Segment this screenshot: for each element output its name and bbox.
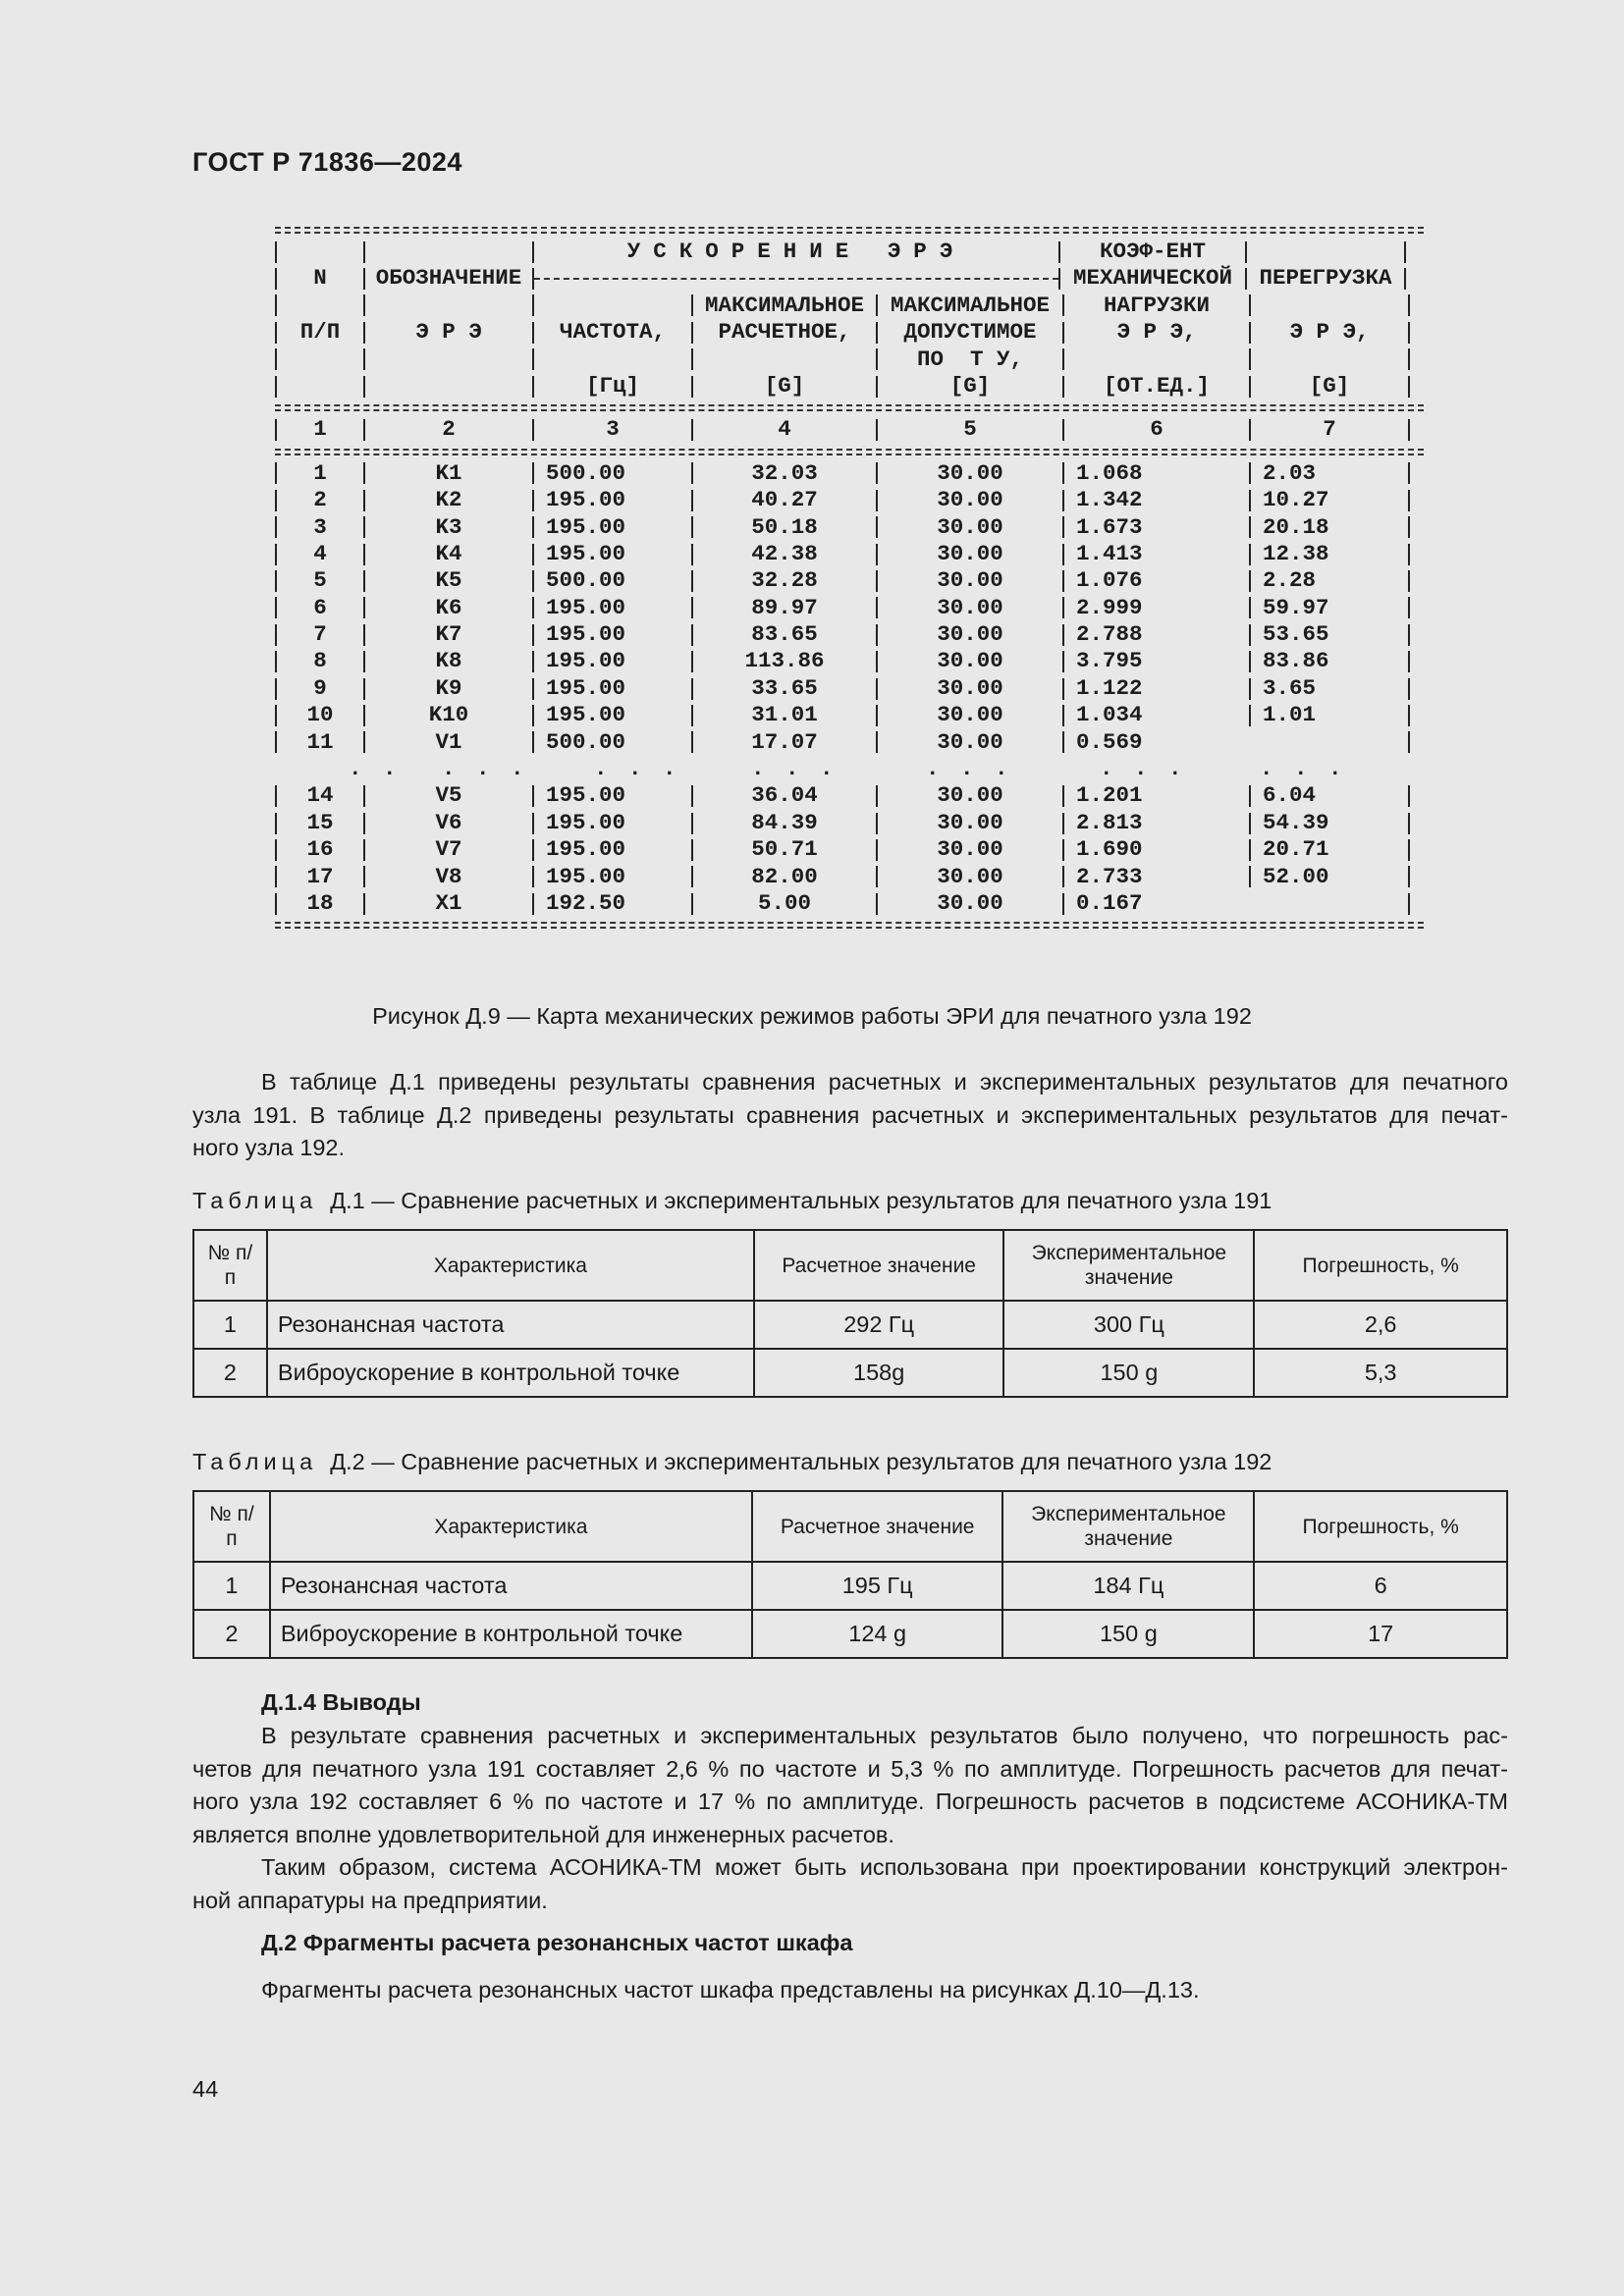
figure-cell: 195.00 bbox=[546, 540, 626, 566]
figure-cell: 1.342 bbox=[1076, 487, 1143, 513]
figure-cell: 7 bbox=[313, 621, 327, 648]
figure-cell: 83.65 bbox=[751, 621, 818, 648]
figure-cell: 0.569 bbox=[1076, 728, 1143, 755]
figure-cell: K8 bbox=[435, 648, 462, 674]
figure-cell: 195.00 bbox=[546, 594, 626, 620]
figure-cell: 14 bbox=[306, 782, 334, 809]
figure-data-row bbox=[275, 729, 1424, 756]
figure-cell: 30.00 bbox=[937, 459, 1003, 486]
figure-cell: 33.65 bbox=[751, 674, 818, 701]
figure-cell: 30.00 bbox=[937, 836, 1003, 863]
figure-cell: 195.00 bbox=[546, 863, 626, 889]
figure-cell: 6.04 bbox=[1263, 782, 1317, 809]
figure-cell: 195.00 bbox=[546, 702, 626, 728]
figure-cell: 5.00 bbox=[757, 889, 811, 916]
figure-cell: 4 bbox=[313, 540, 327, 566]
figure-cell: 84.39 bbox=[751, 809, 818, 835]
figure-cell: 30.00 bbox=[937, 513, 1003, 540]
figure-cell: 36.04 bbox=[751, 782, 818, 809]
figure-cell: 20.71 bbox=[1263, 836, 1329, 863]
figure-cell: V8 bbox=[435, 863, 462, 889]
figure-data-row bbox=[275, 595, 1424, 621]
figure-cell: 195.00 bbox=[546, 621, 626, 648]
figure-cell: 195.00 bbox=[546, 809, 626, 835]
figure-cell: 59.97 bbox=[1263, 594, 1329, 620]
figure-cell: 8 bbox=[313, 648, 327, 674]
figure-cell: 30.00 bbox=[937, 594, 1003, 620]
figure-cell: 195.00 bbox=[546, 782, 626, 809]
figure-data-row bbox=[275, 864, 1424, 890]
figure-cell: 18 bbox=[306, 889, 334, 916]
figure-cell: 15 bbox=[306, 809, 334, 835]
figure-cell: 30.00 bbox=[937, 889, 1003, 916]
figure-cell: 50.71 bbox=[751, 836, 818, 863]
table-row: 2 Виброускорение в контрольной точке 124 g 150 g 17 bbox=[193, 1610, 1507, 1658]
figure-cell: 500.00 bbox=[546, 459, 626, 486]
intro-paragraph: В таблице Д.1 приведены результаты сравнения расчетных и экспериментальных результатов для печатного узла 191. В таблице Д.2 приведены результаты сравнения расчетных и экспериментальных результатов для печат- ного узла 192. bbox=[192, 1069, 1508, 1160]
figure-cell: 2.813 bbox=[1076, 809, 1143, 835]
section-heading-d2: Д.2 Фрагменты расчета резонансных частот шкафа bbox=[261, 1930, 853, 1955]
figure-data-row bbox=[275, 514, 1424, 541]
figure-cell: 1.690 bbox=[1076, 836, 1143, 863]
accel-title: УСКОРЕНИЕ ЭРЭ bbox=[626, 239, 966, 264]
figure-cell: 192.50 bbox=[546, 889, 626, 916]
figure-cell: K10 bbox=[428, 702, 469, 728]
figure-cell: 3 bbox=[313, 513, 327, 540]
mechanical-modes-figure: УСКОРЕНИЕ ЭРЭ КОЭФ-ЕНТ N ОБОЗНАЧЕНИЕ МЕХАНИЧЕСКОЙ ПЕРЕГРУЗКА МАКСИМАЛЬНОЕ МАКСИМАЛЬНОЕ НАГРУЗКИ П/П Э Р Э ЧАСТОТА, РАСЧЕТНОЕ, ДОПУСТИМОЕ Э Р Э, Э Р Э, ПО Т У, [Гц] [G] [G] [ОТ.ЕД.] [G] 1 2 3 4 5 6 7 1 K1 500.00 32.03 30.00 1.068 2.03 2 K2 195.00 40.27 30.00 1.342 10.27 3 K3 195.00 50.18 30.00 1.673 20.18 4 K4 195.00 42.38 30.00 1.413 12.38 5 K5 500.00 32.28 30.00 1.076 2.28 6 K6 195.00 89.97 30.00 2.999 59.97 7 K7 195.00 83.65 30.00 2.788 53.65 8 K8 195.00 113.86 30.00 3.795 83.86 9 K9 195.00 33.65 30.00 1.122 3.65 10 K10 195.00 31.01 30.00 1.034 1.01 11 V1 500.00 17.07 30.00 0.569 . . . . . . . . . . . . . . . . . . . . 14 V5 195.00 36.04 30.00 1.201 6.04 15 V6 195.00 84.39 30.00 2.813 54.39 16 V7 195.00 50.71 30.00 1.690 20.71 17 V8 195.00 82.00 30.00 2.733 52.00 18 X1 192.50 5.00 30.00 0.167 bbox=[275, 222, 1424, 934]
figure-cell: 3.65 bbox=[1263, 674, 1317, 701]
column-numbers-row: 1 2 3 4 5 6 7 bbox=[275, 416, 1424, 443]
figure-cell: 195.00 bbox=[546, 648, 626, 674]
figure-cell: 10 bbox=[306, 702, 334, 728]
figure-cell: 195.00 bbox=[546, 487, 626, 513]
figure-cell: 2 bbox=[313, 487, 327, 513]
section-d2-text: Фрагменты расчета резонансных частот шкафа представлены на рисунках Д.10—Д.13. bbox=[261, 1977, 1200, 2002]
ellipsis-row: . . . . . . . . . . . . . . . . . . . . bbox=[349, 756, 1346, 782]
double-rule bbox=[275, 402, 1424, 413]
table2-caption: Таблица Д.2 — Сравнение расчетных и экспериментальных результатов для печатного узла 192 bbox=[192, 1449, 1272, 1474]
figure-cell: 2.788 bbox=[1076, 621, 1143, 648]
figure-cell: 32.03 bbox=[751, 459, 818, 486]
double-rule bbox=[275, 447, 1424, 457]
figure-cell: 6 bbox=[313, 594, 327, 620]
figure-data-row bbox=[275, 541, 1424, 567]
figure-cell: 42.38 bbox=[751, 540, 818, 566]
figure-cell: 1.413 bbox=[1076, 540, 1143, 566]
figure-cell: 30.00 bbox=[937, 728, 1003, 755]
figure-cell: 500.00 bbox=[546, 567, 626, 594]
figure-data-row bbox=[275, 567, 1424, 594]
figure-cell: 54.39 bbox=[1263, 809, 1329, 835]
figure-data-row bbox=[275, 702, 1424, 728]
double-rule bbox=[275, 225, 1424, 236]
figure-cell: 195.00 bbox=[546, 513, 626, 540]
table1 bbox=[192, 1229, 1508, 1398]
figure-cell: 89.97 bbox=[751, 594, 818, 620]
figure-data-row bbox=[275, 460, 1424, 487]
figure-cell: 500.00 bbox=[546, 728, 626, 755]
figure-cell: K9 bbox=[435, 674, 462, 701]
figure-data-row bbox=[275, 621, 1424, 648]
conclusions-paragraph-2: Таким образом, система АСОНИКА-ТМ может быть использована при проектировании конструкций электрон- ной аппаратуры на предприятии. bbox=[192, 1854, 1508, 1913]
section-heading-d14: Д.1.4 Выводы bbox=[261, 1689, 421, 1715]
figure-data-row bbox=[275, 487, 1424, 513]
figure-cell: 1.01 bbox=[1263, 702, 1317, 728]
figure-cell: K1 bbox=[435, 459, 462, 486]
figure-cell: 20.18 bbox=[1263, 513, 1329, 540]
figure-cell: 30.00 bbox=[937, 540, 1003, 566]
figure-cell: 0.167 bbox=[1076, 889, 1143, 916]
figure-data-row bbox=[275, 648, 1424, 674]
conclusions-paragraph-1: В результате сравнения расчетных и экспериментальных результатов было получено, что погрешность рас- четов для печатного узла 191 составляет 2,6 % по частоте и 5,3 % по амплитуде. Погрешность расчетов для печат- ного узла 192 составляет 6 % по частоте и 17 % по амплитуде. Погрешность расчетов в подсистеме АСОНИКА-ТМ является вполне удовлетворительной для инженерных расчетов. bbox=[192, 1723, 1508, 1847]
figure-cell: 12.38 bbox=[1263, 540, 1329, 566]
figure-cell: 11 bbox=[306, 728, 334, 755]
figure-cell: 3.795 bbox=[1076, 648, 1143, 674]
table-row: 1 Резонансная частота 195 Гц 184 Гц 6 bbox=[193, 1562, 1507, 1610]
figure-cell: 2.999 bbox=[1076, 594, 1143, 620]
figure-cell: 53.65 bbox=[1263, 621, 1329, 648]
figure-cell: 1.034 bbox=[1076, 702, 1143, 728]
figure-cell: 17.07 bbox=[751, 728, 818, 755]
figure-cell: 2.28 bbox=[1263, 567, 1317, 594]
table-row: 2 Виброускорение в контрольной точке 158g 150 g 5,3 bbox=[193, 1349, 1507, 1397]
figure-cell: 30.00 bbox=[937, 674, 1003, 701]
page-number: 44 bbox=[192, 2076, 219, 2102]
figure-cell: 30.00 bbox=[937, 648, 1003, 674]
figure-cell: 2.03 bbox=[1263, 459, 1317, 486]
table-header-row: № п/п Характеристика Расчетное значение Экспериментальное значение Погрешность, % bbox=[193, 1230, 1507, 1301]
figure-cell: K2 bbox=[435, 487, 462, 513]
figure-data-row bbox=[275, 675, 1424, 702]
figure-cell: 195.00 bbox=[546, 836, 626, 863]
figure-cell: 30.00 bbox=[937, 621, 1003, 648]
table-header-row: № п/п Характеристика Расчетное значение Экспериментальное значение Погрешность, % bbox=[193, 1491, 1507, 1562]
figure-cell: 82.00 bbox=[751, 863, 818, 889]
figure-cell: 50.18 bbox=[751, 513, 818, 540]
double-rule bbox=[275, 920, 1424, 931]
table-row: 1 Резонансная частота 292 Гц 300 Гц 2,6 bbox=[193, 1301, 1507, 1349]
figure-cell: 10.27 bbox=[1263, 487, 1329, 513]
figure-caption: Рисунок Д.9 — Карта механических режимов работы ЭРИ для печатного узла 192 bbox=[372, 1003, 1252, 1029]
figure-cell: 195.00 bbox=[546, 674, 626, 701]
figure-cell: K6 bbox=[435, 594, 462, 620]
figure-cell: K3 bbox=[435, 513, 462, 540]
figure-cell: 31.01 bbox=[751, 702, 818, 728]
figure-cell: 1.673 bbox=[1076, 513, 1143, 540]
figure-cell: 30.00 bbox=[937, 809, 1003, 835]
figure-cell: 30.00 bbox=[937, 487, 1003, 513]
figure-cell: 2.733 bbox=[1076, 863, 1143, 889]
document-header: ГОСТ Р 71836—2024 bbox=[192, 147, 462, 177]
figure-cell: K4 bbox=[435, 540, 462, 566]
figure-data-row bbox=[275, 836, 1424, 863]
figure-data-row bbox=[275, 782, 1424, 809]
figure-cell: 32.28 bbox=[751, 567, 818, 594]
figure-cell: 30.00 bbox=[937, 782, 1003, 809]
figure-cell: 1.068 bbox=[1076, 459, 1143, 486]
table1-caption: Таблица Д.1 — Сравнение расчетных и экспериментальных результатов для печатного узла 191 bbox=[192, 1188, 1272, 1213]
figure-cell: 83.86 bbox=[1263, 648, 1329, 674]
figure-cell: 9 bbox=[313, 674, 327, 701]
figure-cell: 16 bbox=[306, 836, 334, 863]
figure-cell: 30.00 bbox=[937, 567, 1003, 594]
figure-cell: K7 bbox=[435, 621, 462, 648]
figure-cell: X1 bbox=[435, 889, 462, 916]
figure-cell: 5 bbox=[313, 567, 327, 594]
figure-cell: 113.86 bbox=[744, 648, 825, 674]
figure-cell: V1 bbox=[435, 728, 462, 755]
figure-cell: V7 bbox=[435, 836, 462, 863]
figure-data-row bbox=[275, 890, 1424, 917]
figure-cell: 30.00 bbox=[937, 863, 1003, 889]
figure-cell: 1.076 bbox=[1076, 567, 1143, 594]
figure-cell: 40.27 bbox=[751, 487, 818, 513]
figure-data-row bbox=[275, 810, 1424, 836]
figure-cell: 1 bbox=[313, 459, 327, 486]
figure-cell: V6 bbox=[435, 809, 462, 835]
figure-cell: 30.00 bbox=[937, 702, 1003, 728]
figure-cell: 1.201 bbox=[1076, 782, 1143, 809]
figure-cell: 52.00 bbox=[1263, 863, 1329, 889]
table2 bbox=[192, 1490, 1508, 1659]
figure-cell: V5 bbox=[435, 782, 462, 809]
figure-cell: K5 bbox=[435, 567, 462, 594]
figure-cell: 1.122 bbox=[1076, 674, 1143, 701]
figure-cell: 17 bbox=[306, 863, 334, 889]
